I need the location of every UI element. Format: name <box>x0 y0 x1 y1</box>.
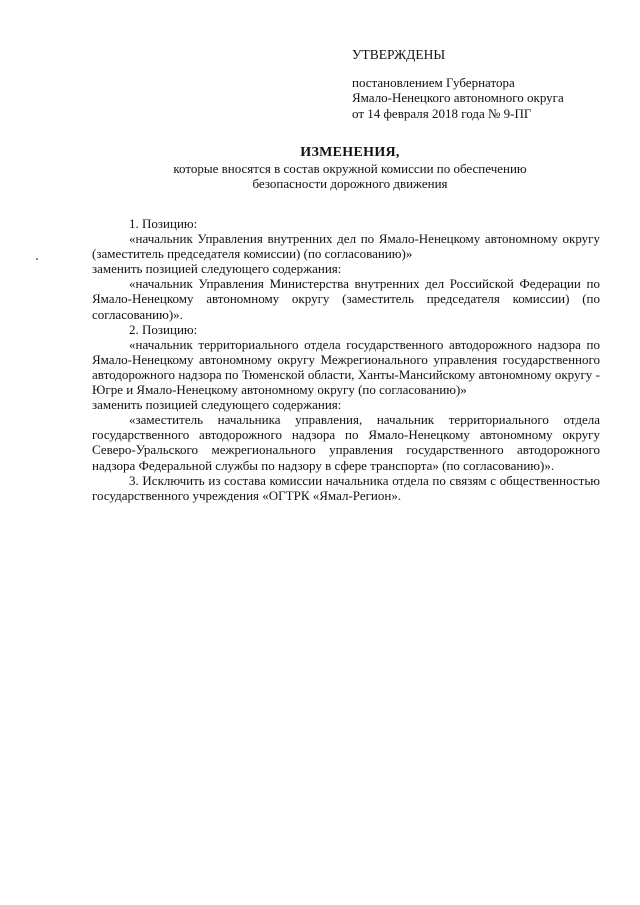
item-new-text: «заместитель начальника управления, начальник территориального отдела государственного автодорожного надзора по Ямало-Ненецкому автономному округу Северо-Уральского межрегионального управления государственного автодорожного надзора Федеральной службы по надзору в сфере транспорта» (по согласованию)». <box>92 412 600 473</box>
item-heading: 1. Позицию: <box>129 216 198 231</box>
document-title: ИЗМЕНЕНИЯ, <box>300 145 400 160</box>
approval-block <box>352 47 622 121</box>
item-replace-label: заменить позицией следующего содержания: <box>92 261 342 277</box>
approval-line: Ямало-Ненецкого автономного округа <box>352 90 564 106</box>
document-subtitle-line: которые вносятся в состав окружной комиссии по обеспечению <box>173 160 527 176</box>
item-heading: 3. Исключить из состава комиссии начальника отдела по связям с общественностью государственного учреждения «ОГТРК «Ямал-Регион». <box>92 472 600 503</box>
item-new-text: «начальник Управления Министерства внутренних дел Российской Федерации по Ямало-Ненецкому автономному округу (заместитель председателя комиссии) (по согласованию)». <box>92 276 600 322</box>
item-heading: 2. Позицию: <box>129 321 198 337</box>
scan-speck <box>36 258 38 260</box>
document-title-block <box>90 145 610 192</box>
approval-line: от 14 февраля 2018 года № 9-ПГ <box>352 105 532 121</box>
approval-line: постановлением Губернатора <box>352 74 515 90</box>
item-old-text: «начальник Управления внутренних дел по Ямало-Ненецкому автономному округу (заместитель председателя комиссии) (по согласованию)» <box>92 231 600 262</box>
approval-heading: УТВЕРЖДЕНЫ <box>352 47 446 62</box>
document-body <box>92 216 600 503</box>
document-subtitle-line: безопасности дорожного движения <box>252 176 448 191</box>
item-old-text: «начальник территориального отдела государственного автодорожного надзора по Ямало-Ненецкому автономному округу Межрегионального управления государственного автодорожного надзора по Тюменской области, Ханты-Мансийскому автономному округу - Югре и Ямало-Ненецкому автономному округу (по согласованию)» <box>92 336 600 398</box>
item-replace-label: заменить позицией следующего содержания: <box>92 397 342 413</box>
